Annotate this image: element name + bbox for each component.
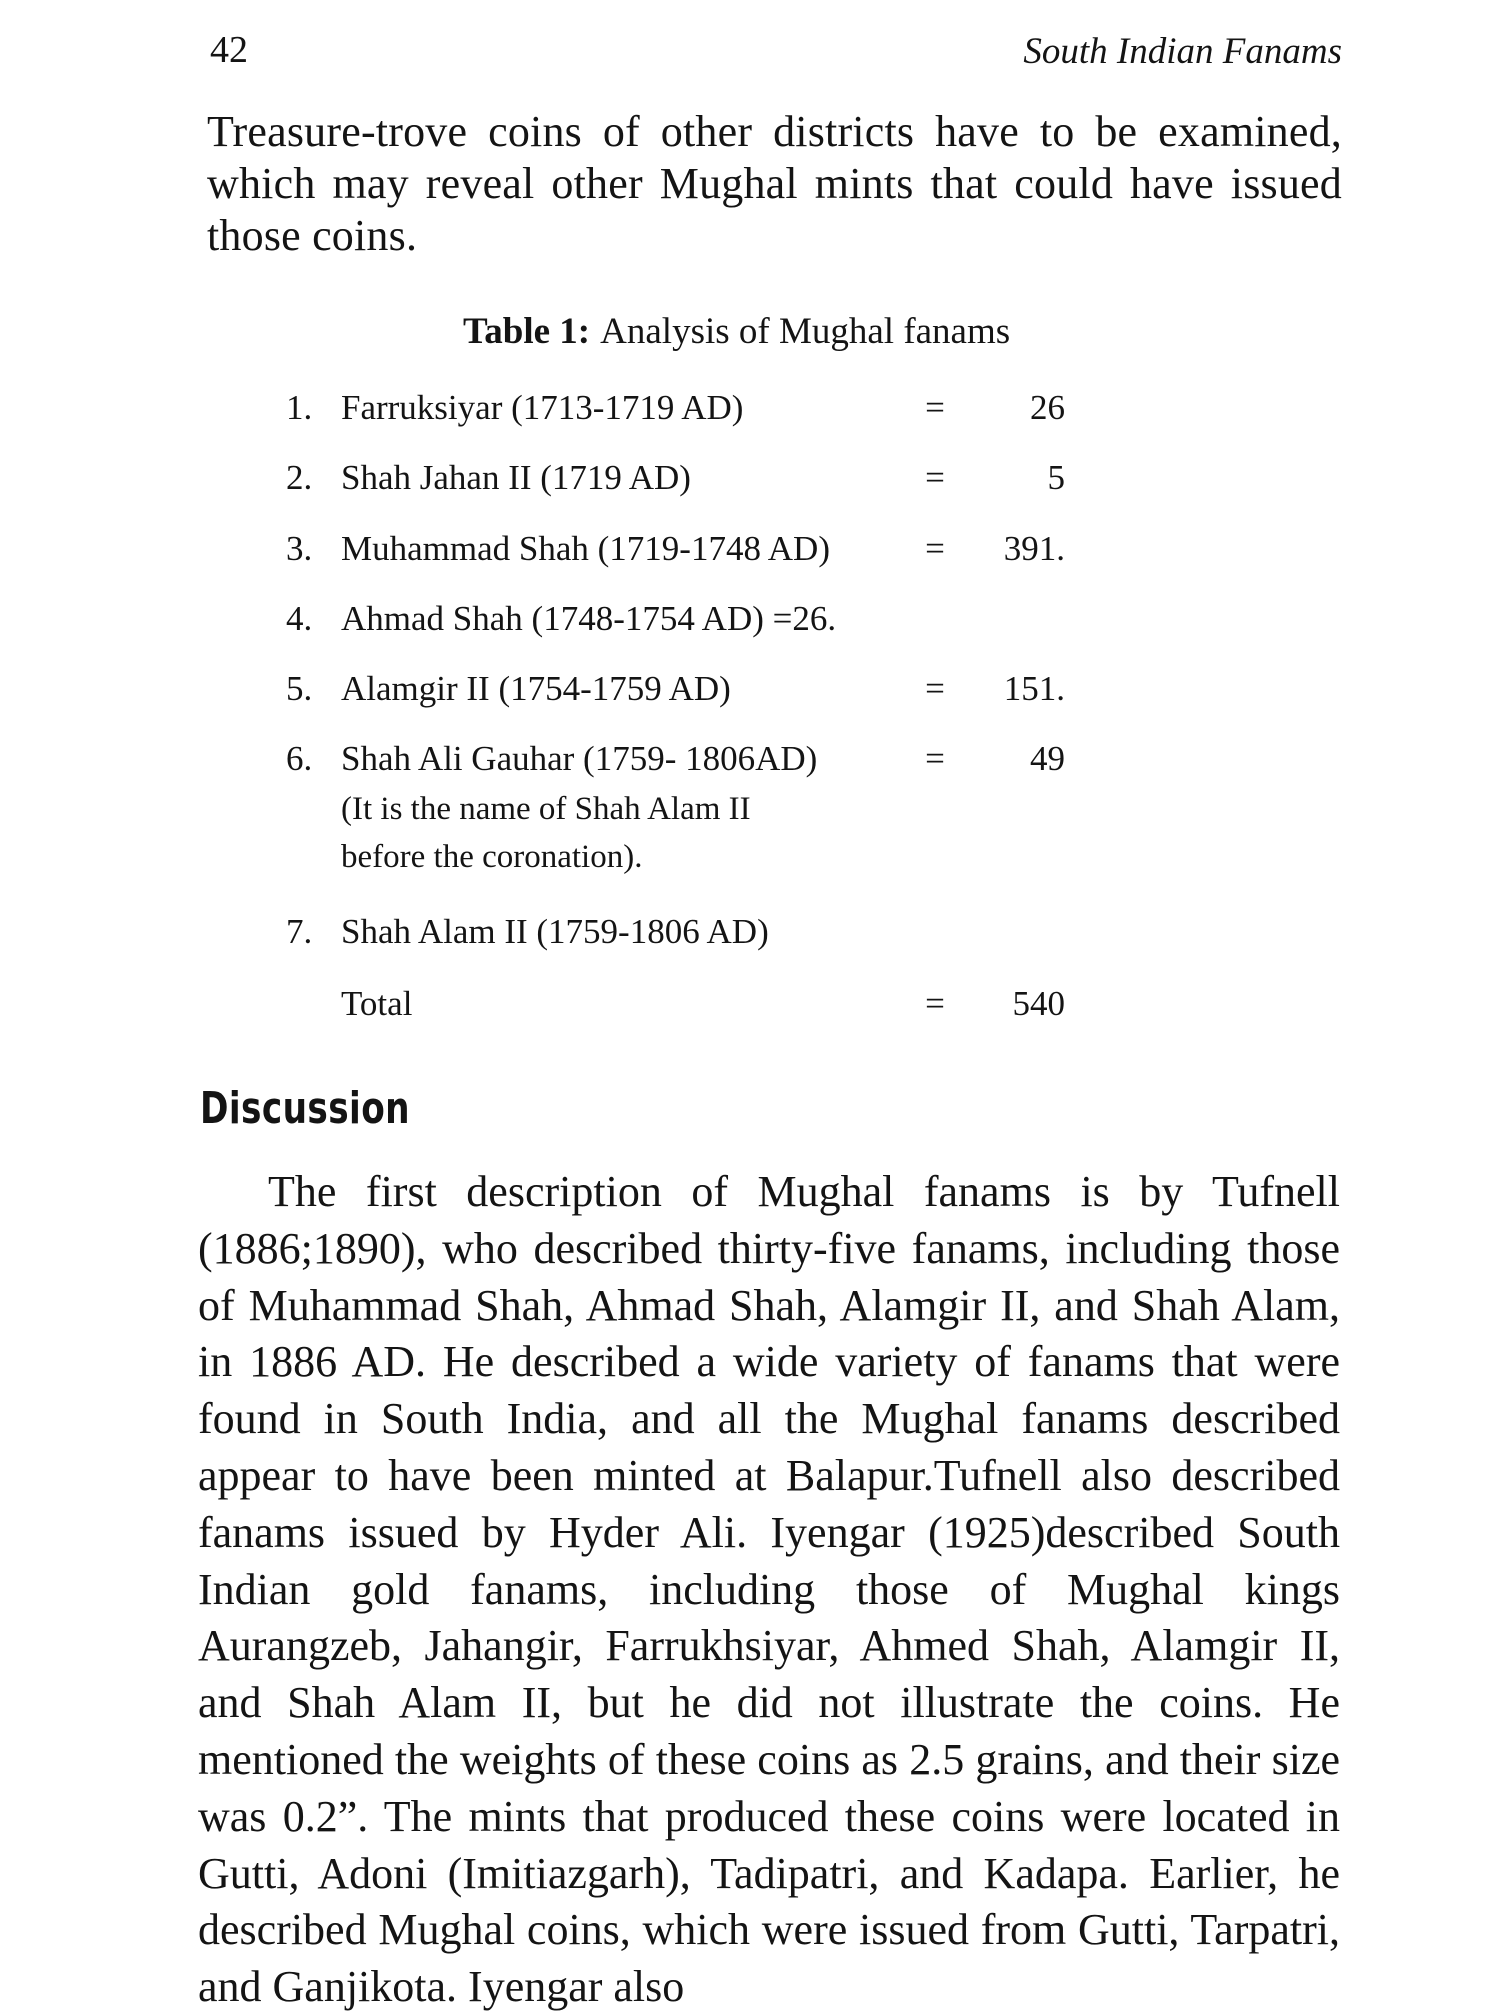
coin-count: 49 bbox=[1030, 739, 1065, 778]
row-number: 2. bbox=[286, 458, 313, 497]
ruler-name: Shah Jahan II (1719 AD) bbox=[341, 458, 691, 497]
table-caption bbox=[463, 310, 1010, 354]
row-number: 3. bbox=[286, 529, 313, 568]
total-label: Total bbox=[341, 984, 413, 1023]
equals-sign: = bbox=[925, 739, 945, 778]
total-count: 540 bbox=[1012, 984, 1065, 1023]
discussion-paragraph: The first description of Mughal fanams is by Tufnell (1886;1890), who described thirty-five fanams, including those of Muhammad Shah, Ahmad Shah, Alamgir II, and Shah Alam, in 1886 AD. He described a wide variety of fanams that were found in South India, and all the Mughal fanams described appear to have been minted at Balapur.Tufnell also described fanams issued by Hyder Ali. Iyengar (1925)described South Indian gold fanams, including those of Mughal kings Aurangzeb, Jahangir, Farrukhsiyar, Ahmed Shah, Alamgir II, and Shah Alam II, but he did not illustrate the coins. He mentioned the weights of these coins as 2.5 grains, and their size was 0.2”. The mints that produced these coins were located in Gutti, Adoni (Imitiazgarh), Tadipatri, and Kadapa. Earlier, he described Mughal coins, which were issued from Gutti, Tarpatri, and Ganjikota. Iyengar also bbox=[198, 1167, 1340, 2012]
row-number: 5. bbox=[286, 669, 313, 708]
equals-sign: = bbox=[925, 529, 945, 568]
row-note-line: (It is the name of Shah Alam II bbox=[341, 791, 751, 827]
running-title: South Indian Fanams bbox=[1023, 31, 1342, 72]
row-number: 6. bbox=[286, 739, 313, 778]
coin-count: 26 bbox=[1030, 388, 1065, 427]
row-number: 4. bbox=[286, 599, 313, 638]
ruler-name: Muhammad Shah (1719-1748 AD) bbox=[341, 529, 830, 568]
table-caption-text: Analysis of Mughal fanams bbox=[600, 311, 1011, 352]
ruler-name: Alamgir II (1754-1759 AD) bbox=[341, 669, 731, 708]
equals-sign: = bbox=[925, 388, 945, 427]
equals-sign: = bbox=[925, 984, 945, 1023]
ruler-name: Shah Ali Gauhar (1759- 1806AD) bbox=[341, 739, 818, 778]
page-number: 42 bbox=[210, 29, 248, 71]
table-label: Table 1: bbox=[463, 311, 591, 352]
row-number: 1. bbox=[286, 388, 313, 427]
equals-sign: = bbox=[925, 669, 945, 708]
ruler-name: Shah Alam II (1759-1806 AD) bbox=[341, 912, 769, 951]
row-note-line: before the coronation). bbox=[341, 839, 643, 875]
ruler-name: Farruksiyar (1713-1719 AD) bbox=[341, 388, 744, 427]
coin-count: 5 bbox=[1047, 458, 1065, 497]
section-heading: Discussion bbox=[200, 1083, 410, 1134]
ruler-name: Ahmad Shah (1748-1754 AD) =26. bbox=[341, 599, 837, 638]
coin-count: 391. bbox=[1003, 529, 1065, 568]
row-number: 7. bbox=[286, 912, 313, 951]
coin-count: 151. bbox=[1003, 669, 1065, 708]
intro-paragraph: Treasure-trove coins of other districts have to be examined, which may reveal other Mughal mints that could have issued those coins. bbox=[207, 107, 1342, 260]
equals-sign: = bbox=[925, 458, 945, 497]
